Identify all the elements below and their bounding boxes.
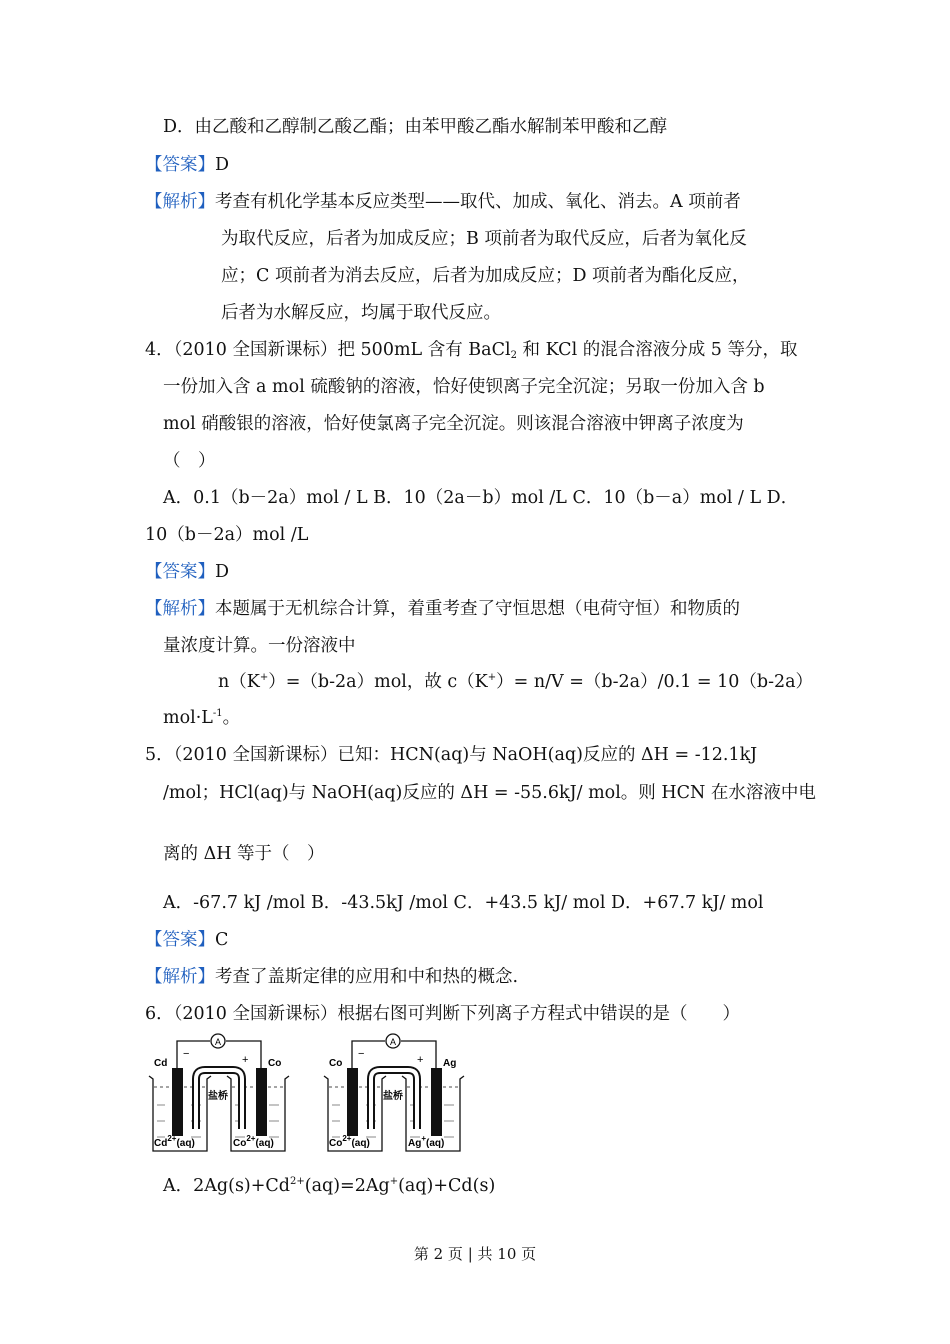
answer-value: D xyxy=(215,562,230,582)
q4-stem-line-1 xyxy=(145,338,798,362)
analysis-tag: 【解析】 xyxy=(145,192,215,212)
left-electrode-label: Co xyxy=(329,1058,343,1069)
plus-sign: + xyxy=(417,1054,424,1066)
q3-analysis-line-2: 为取代反应，后者为加成反应；B 项前者为取代反应，后者为氧化反 xyxy=(221,229,747,249)
q3-analysis-line-1 xyxy=(145,190,741,214)
q4-text: 4．（2010 全国新课标）把 500mL 含有 BaCl xyxy=(145,340,511,360)
q4-analysis-line-1 xyxy=(145,597,740,621)
salt-bridge-label: 盐桥 xyxy=(208,1091,228,1102)
analysis-tag: 【解析】 xyxy=(145,967,215,987)
right-solution-label: Ag+(aq) xyxy=(408,1134,445,1149)
formula-text: ）=（b-2a）mol，故 c（K xyxy=(268,672,488,692)
answer-tag: 【答案】 xyxy=(145,562,215,582)
left-solution-label: $Cd^{2+}(aq)$ xyxy=(154,1134,195,1149)
q4-formula xyxy=(218,670,813,694)
q3-answer xyxy=(145,153,229,177)
q5-analysis xyxy=(145,965,518,989)
salt-bridge-label: 盐桥 xyxy=(383,1091,403,1102)
plus-sign: + xyxy=(242,1054,249,1066)
formula-text: n（K xyxy=(218,672,260,692)
equation-text: (aq)+Cd(s) xyxy=(398,1176,496,1196)
superscript: + xyxy=(259,672,269,683)
q4-blank: （ ） xyxy=(163,451,216,471)
galvanic-cell-1 xyxy=(149,1034,289,1151)
right-electrode-label: Ag xyxy=(443,1058,457,1069)
right-electrode-label: Co xyxy=(268,1058,282,1069)
superscript: + xyxy=(389,1176,399,1187)
subscript: 2 xyxy=(510,350,517,361)
unit-text: mol·L xyxy=(163,708,213,728)
analysis-tag: 【解析】 xyxy=(145,599,215,619)
page-footer: 第 2 页 | 共 10 页 xyxy=(413,1245,537,1263)
q5-options: A．-67.7 kJ /mol B．-43.5kJ /mol C．+43.5 kJ/ mol D．+67.7 kJ/ mol xyxy=(163,893,764,913)
ammeter-label: A xyxy=(214,1037,222,1047)
answer-tag: 【答案】 xyxy=(145,930,215,950)
unit-text: 。 xyxy=(222,708,241,728)
equation-text: (aq)=2Ag xyxy=(304,1176,390,1196)
q4-stem-line-3: mol 硝酸银的溶液，恰好使氯离子完全沉淀。则该混合溶液中钾离子浓度为 xyxy=(163,414,744,434)
q4-options-cont: 10（b－2a）mol /L xyxy=(145,525,309,545)
answer-value: C xyxy=(215,930,229,950)
analysis-text: 考查有机化学基本反应类型——取代、加成、氧化、消去。A 项前者 xyxy=(215,192,741,212)
minus-sign: − xyxy=(183,1048,190,1060)
q4-options: A．0.1（b－2a）mol / L B．10（2a－b）mol /L C．10（b－a）mol / L D． xyxy=(163,488,799,508)
q4-analysis-line-2: 量浓度计算。一份溶液中 xyxy=(163,636,356,656)
answer-value: D xyxy=(215,155,230,175)
superscript: + xyxy=(487,672,497,683)
q4-text: 和 KCl 的混合溶液分成 5 等分，取 xyxy=(516,340,798,360)
q6-option-a xyxy=(163,1174,495,1198)
ammeter-label: A xyxy=(389,1037,397,1047)
superscript: 2+ xyxy=(290,1176,305,1187)
superscript: -1 xyxy=(212,708,223,719)
q3-analysis-line-3: 应；C 项前者为消去反应，后者为加成反应；D 项前者为酯化反应， xyxy=(221,266,750,286)
q5-answer xyxy=(145,928,228,952)
left-solution-label: $Co^{2+}(aq)$ xyxy=(329,1134,370,1149)
right-solution-label: $Co^{2+}(aq)$ xyxy=(233,1134,274,1149)
q5-stem-line-3: 离的 ΔH 等于（ ） xyxy=(163,844,325,864)
q6-stem: 6．（2010 全国新课标）根据右图可判断下列离子方程式中错误的是（ ） xyxy=(145,1004,740,1024)
q5-stem-line-1: 5．（2010 全国新课标）已知：HCN(aq)与 NaOH(aq)反应的 ΔH = -12.1kJ xyxy=(145,745,758,765)
q3-analysis-line-4: 后者为水解反应，均属于取代反应。 xyxy=(221,303,501,323)
q3-option-d: D．由乙酸和乙醇制乙酸乙酯；由苯甲酸乙酯水解制苯甲酸和乙醇 xyxy=(163,117,668,137)
q5-stem-line-2: /mol；HCl(aq)与 NaOH(aq)反应的 ΔH = -55.6kJ/ mol。则 HCN 在水溶液中电 xyxy=(163,783,816,803)
q4-stem-line-2: 一份加入含 a mol 硫酸钠的溶液，恰好使钡离子完全沉淀；另取一份加入含 b xyxy=(163,377,765,397)
minus-sign: − xyxy=(358,1048,365,1060)
q4-answer xyxy=(145,560,229,584)
formula-text: ）= n/V =（b-2a）/0.1 = 10（b-2a） xyxy=(496,672,814,692)
left-electrode-label: Cd xyxy=(154,1058,168,1069)
galvanic-cells-figure xyxy=(145,1033,475,1155)
galvanic-cell-2 xyxy=(324,1034,464,1151)
answer-tag: 【答案】 xyxy=(145,155,215,175)
q4-formula-unit xyxy=(163,706,240,730)
analysis-text: 考查了盖斯定律的应用和中和热的概念. xyxy=(215,967,519,987)
equation-text: A．2Ag(s)+Cd xyxy=(163,1176,291,1196)
analysis-text: 本题属于无机综合计算，着重考查了守恒思想（电荷守恒）和物质的 xyxy=(215,599,740,619)
